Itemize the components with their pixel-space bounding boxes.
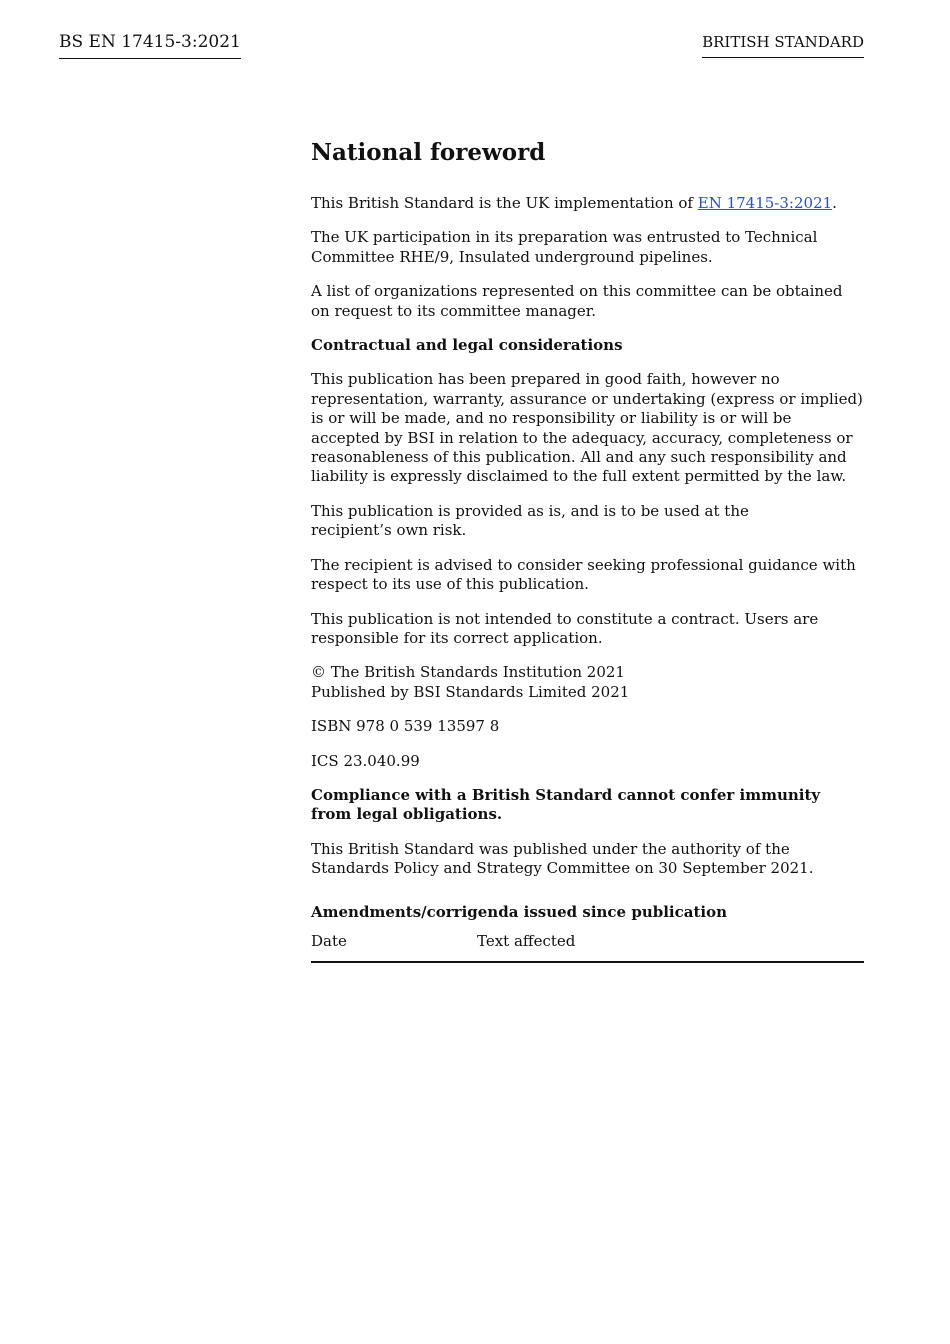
disclaimer-paragraph: This publication has been prepared in good faith, however no representation, warranty, assurance or undertaking (express or implied) is or will be made, and no responsibility or liability is or will be accepted by BSI in relation to the adequacy, accuracy, completeness or reasonableness of this publication. All and any such responsibility and liability is expressly disclaimed to the full extent permitted by the law. bbox=[311, 370, 863, 486]
standard-series-label: BRITISH STANDARD bbox=[702, 32, 864, 58]
copyright-line: © The British Standards Institution 2021 bbox=[311, 663, 625, 682]
publisher-line: Published by BSI Standards Limited 2021 bbox=[311, 682, 630, 701]
ics-code: ICS 23.040.99 bbox=[311, 751, 420, 770]
amendments-table bbox=[311, 932, 864, 963]
organizations-paragraph: A list of organizations represented on this committee can be obtained on request to its committee manager. bbox=[311, 282, 843, 320]
amendments-header-row bbox=[311, 932, 864, 962]
provided-as-is-line-2: recipient’s own risk. bbox=[311, 521, 467, 540]
committee-paragraph: The UK participation in its preparation was entrusted to Technical Committee RHE/9, Insulated underground pipelines. bbox=[311, 228, 818, 266]
amendments-heading: Amendments/corrigenda issued since publication bbox=[311, 902, 727, 921]
contract-paragraph: This publication is not intended to constitute a contract. Users are responsible for its correct application. bbox=[311, 609, 819, 647]
page-title: National foreword bbox=[311, 139, 546, 166]
authority-paragraph: This British Standard was published under the authority of the Standards Policy and Strategy Committee on 30 September 2021. bbox=[311, 839, 814, 878]
en-standard-link[interactable]: EN 17415-3:2021 bbox=[697, 194, 833, 212]
national-foreword bbox=[311, 138, 864, 963]
guidance-paragraph: The recipient is advised to consider seeking professional guidance with respect to its use of this publication. bbox=[311, 555, 856, 594]
provided-as-is-paragraph bbox=[311, 502, 864, 541]
implementation-paragraph bbox=[311, 194, 864, 213]
contractual-heading: Contractual and legal considerations bbox=[311, 336, 623, 355]
compliance-notice: Compliance with a British Standard cannot confer immunity from legal obligations. bbox=[311, 785, 821, 824]
isbn: ISBN 978 0 539 13597 8 bbox=[311, 717, 500, 736]
provided-as-is-line-1: This publication is provided as is, and is to be used at the bbox=[311, 501, 749, 520]
column-header-text-affected: Text affected bbox=[477, 932, 864, 962]
copyright-block bbox=[311, 663, 864, 702]
implementation-text: This British Standard is the UK implementation of bbox=[311, 194, 698, 212]
implementation-period: . bbox=[832, 194, 837, 212]
document-number: BS EN 17415-3:2021 bbox=[59, 31, 241, 59]
column-header-date: Date bbox=[311, 932, 477, 962]
